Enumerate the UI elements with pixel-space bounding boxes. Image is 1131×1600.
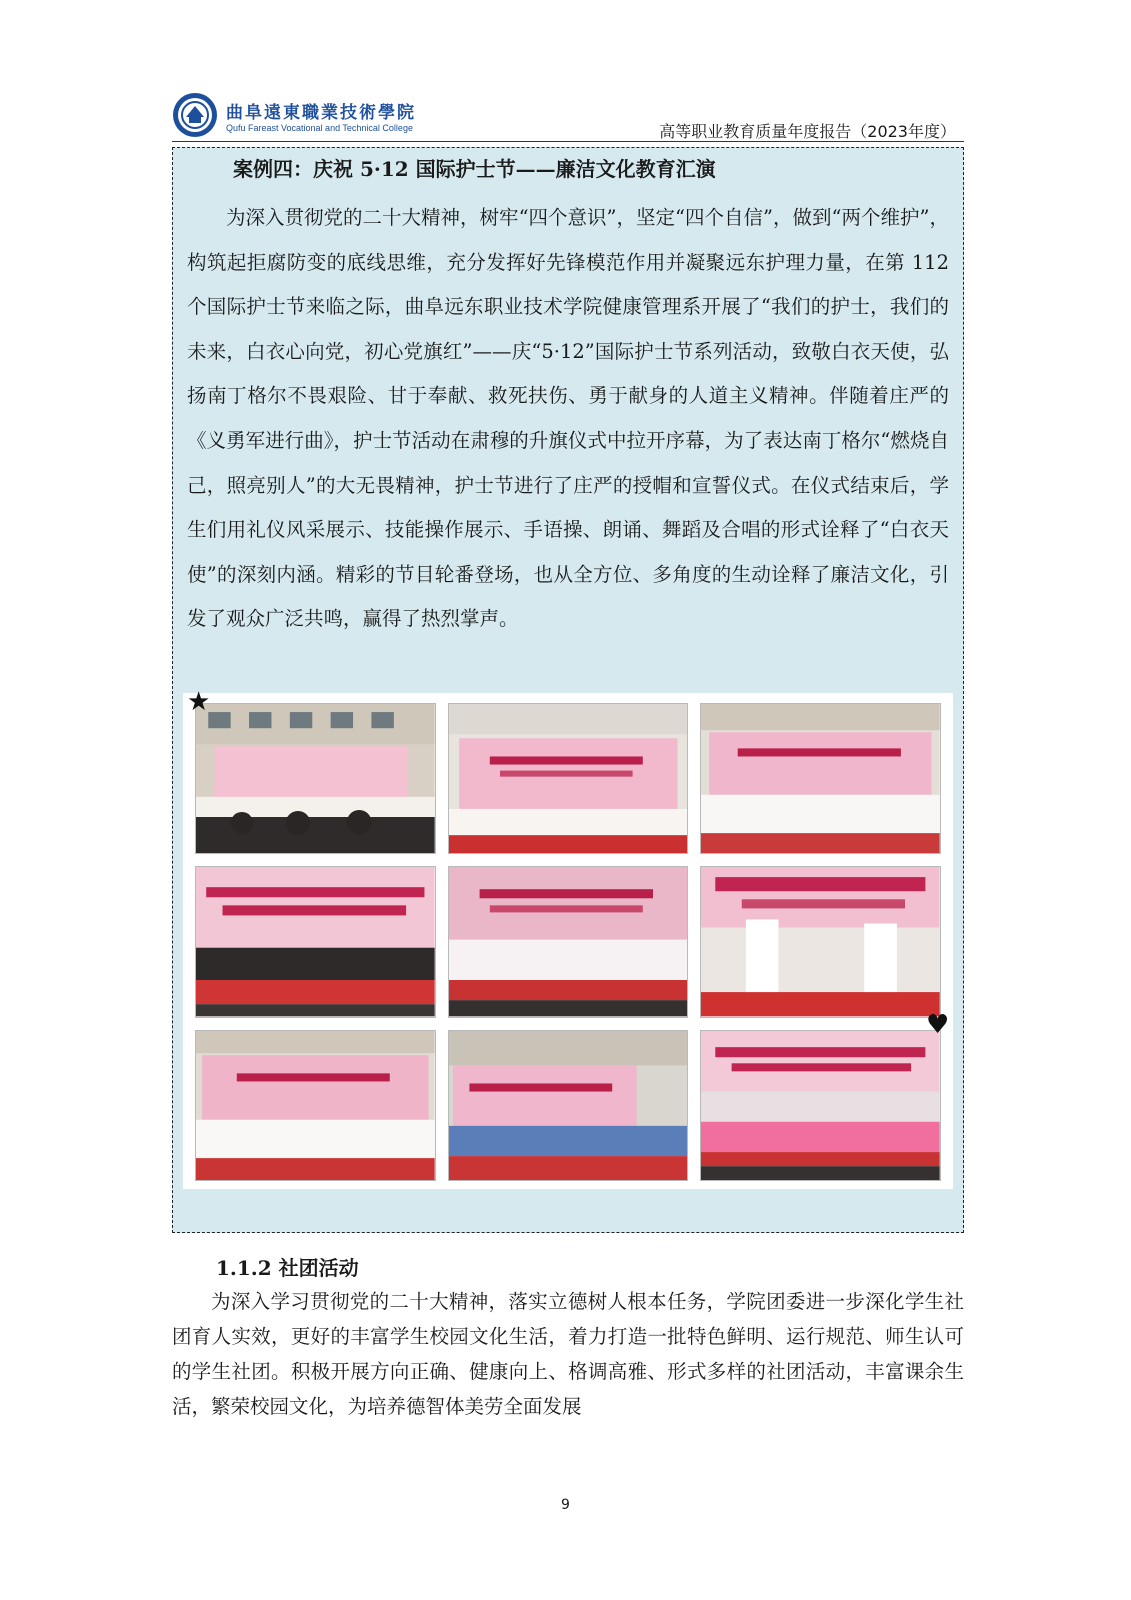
event-photo-grid — [183, 693, 953, 1189]
page-header — [172, 92, 964, 140]
case-paragraph: 为深入贯彻党的二十大精神，树牢“四个意识”，坚定“四个自信”，做到“两个维护”，构筑起拒腐防变的底线思维，充分发挥好先锋模范作用并凝聚远东护理力量，在第 112 个国际护士节来临之际，曲阜远东职业技术学院健康管理系开展了“我们的护士，我们的未来，白衣心向党，初心党旗红”——庆“5·12”国际护士节系列活动，致敬白衣天使，弘扬南丁格尔不畏艰险、甘于奉献、救死扶伤、勇于献身的人道主义精神。伴随着庄严的《义勇军进行曲》，护士节活动在肃穆的升旗仪式中拉开序幕，为了表达南丁格尔“燃烧自己，照亮别人”的大无畏精神，护士节进行了庄严的授帽和宣誓仪式。在仪式结束后，学生们用礼仪风采展示、技能操作展示、手语操、朗诵、舞蹈及合唱的形式诠释了“白衣天使”的深刻内涵。精彩的节目轮番登场，也从全方位、多角度的生动诠释了廉洁文化，引发了观众广泛共鸣，赢得了热烈掌声。 — [187, 206, 949, 631]
college-emblem-icon — [172, 92, 218, 138]
event-photo-nurses-stage — [195, 1030, 436, 1181]
section-paragraph: 为深入学习贯彻党的二十大精神，落实立德树人根本任务，学院团委进一步深化学生社团育人实效，更好的丰富学生校园文化生活，着力打造一批特色鲜明、运行规范、师生认可的学生社团。积极开展方向正确、健康向上、格调高雅、形式多样的社团活动，丰富课余生活，繁荣校园文化，为培养德智体美劳全面发展 — [172, 1290, 964, 1418]
event-photo-nurses-line — [700, 703, 941, 854]
case-study-box — [172, 147, 964, 1233]
case-title: 案例四：庆祝 5·12 国际护士节——廉洁文化教育汇演 — [233, 157, 716, 181]
event-photo-teachers-stage — [195, 866, 436, 1017]
event-photo-choir — [448, 866, 689, 1017]
event-photo-skills-demo — [700, 866, 941, 1017]
college-name-cn: 曲阜遠東職業技術學院 — [226, 103, 416, 123]
event-photo-speech — [448, 703, 689, 854]
event-photo-flag-ceremony — [195, 703, 436, 854]
heart-icon: ♥ — [926, 1010, 950, 1040]
star-icon: ★ — [187, 687, 211, 717]
section-heading: 1.1.2 社团活动 — [216, 1256, 359, 1280]
report-title: 高等职业教育质量年度报告（2023年度） — [659, 122, 956, 141]
college-name-en: Qufu Fareast Vocational and Technical College — [226, 123, 413, 133]
event-photo-dance — [700, 1030, 941, 1181]
event-photo-students-blue — [448, 1030, 689, 1181]
header-divider — [172, 141, 964, 142]
page-number: 9 — [561, 1497, 570, 1513]
